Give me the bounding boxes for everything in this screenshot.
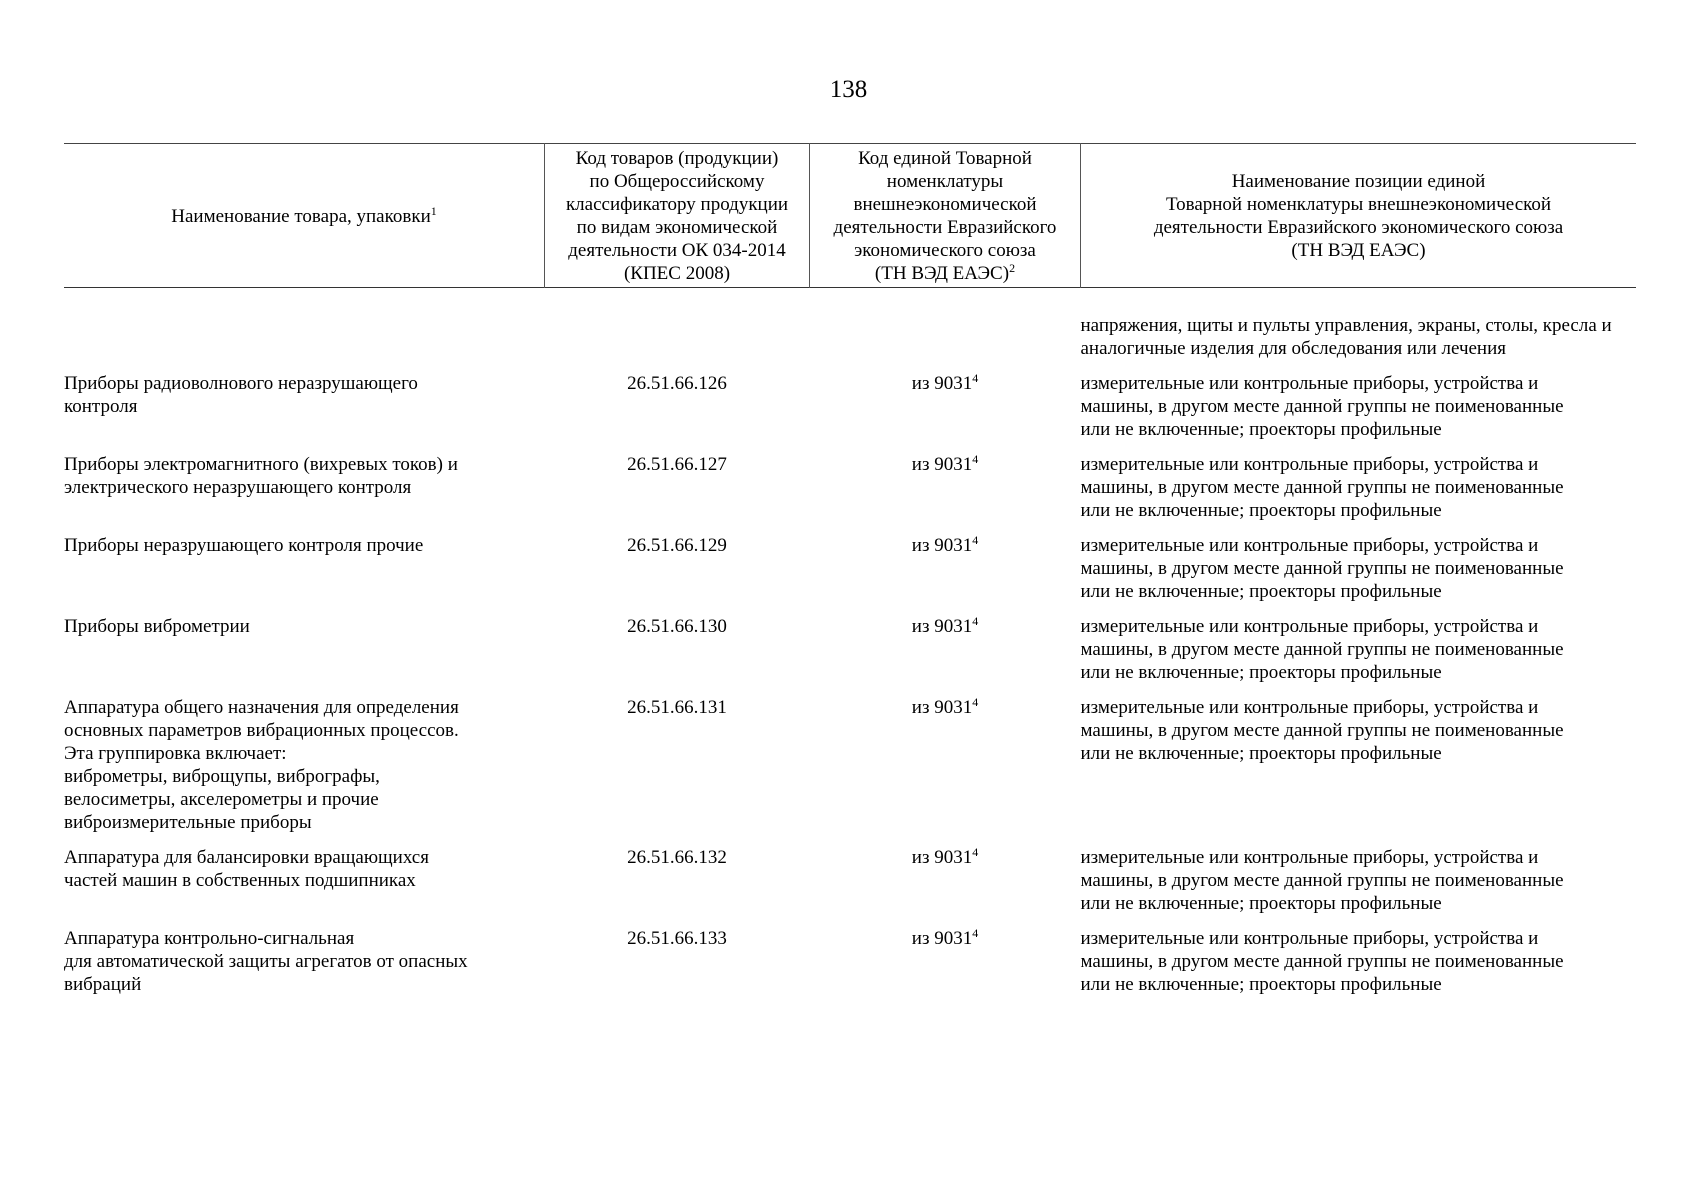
goods-table xyxy=(64,143,1636,996)
tnved-description-cell: напряжения, щиты и пульты управления, экраны, столы, кресла и аналогичные изделия для обследования или лечения xyxy=(1080,315,1612,359)
tnved-code-value: из 9031 xyxy=(911,535,973,556)
okpd-code-cell: 26.51.66.127 xyxy=(627,454,727,475)
tnved-code-cell xyxy=(810,834,1081,915)
footnote-marker: 2 xyxy=(1009,261,1016,275)
header-tnved-code-label: Код единой Товарной номенклатуры внешнеэкономической деятельности Евразийского экономического союза (ТН ВЭД ЕАЭС) xyxy=(833,148,1057,284)
table-row xyxy=(64,684,1636,834)
footnote-marker: 4 xyxy=(972,845,979,859)
tnved-description-cell: измерительные или контрольные приборы, устройства и машины, в другом месте данной группы не поименованные или не включенные; проекторы профильные xyxy=(1080,847,1564,914)
okpd-code-cell: 26.51.66.133 xyxy=(627,928,727,949)
tnved-description-cell: измерительные или контрольные приборы, устройства и машины, в другом месте данной группы не поименованные или не включенные; проекторы профильные xyxy=(1080,697,1564,764)
goods-name-cell: Приборы электромагнитного (вихревых токов) и электрического неразрушающего контроля xyxy=(64,454,458,498)
tnved-code-value: из 9031 xyxy=(911,928,973,949)
footnote-marker: 4 xyxy=(972,452,979,466)
table-row xyxy=(64,441,1636,522)
header-okpd-code: Код товаров (продукции) по Общероссийскому классификатору продукции по видам экономической деятельности ОК 034-2014 (КПЕС 2008) xyxy=(545,144,810,288)
footnote-marker: 4 xyxy=(972,371,979,385)
tnved-code-cell xyxy=(810,441,1081,522)
goods-name-cell xyxy=(64,288,545,361)
footnote-marker: 4 xyxy=(972,695,979,709)
header-goods-name-label: Наименование товара, упаковки xyxy=(171,205,431,227)
tnved-code-cell xyxy=(810,360,1081,441)
okpd-code-cell: 26.51.66.126 xyxy=(627,373,727,394)
tnved-code-cell xyxy=(810,603,1081,684)
header-goods-name xyxy=(64,144,545,288)
tnved-code-cell xyxy=(810,288,1081,361)
table-row xyxy=(64,603,1636,684)
tnved-code-value: из 9031 xyxy=(911,454,973,475)
table-body xyxy=(64,288,1636,997)
footnote-marker: 4 xyxy=(972,533,979,547)
tnved-code-cell xyxy=(810,915,1081,996)
table-row xyxy=(64,360,1636,441)
tnved-code-cell xyxy=(810,522,1081,603)
goods-name-cell: Аппаратура для балансировки вращающихся частей машин в собственных подшипниках xyxy=(64,847,429,891)
tnved-description-cell: измерительные или контрольные приборы, устройства и машины, в другом месте данной группы не поименованные или не включенные; проекторы профильные xyxy=(1080,535,1564,602)
tnved-code-value: из 9031 xyxy=(911,697,973,718)
table-header xyxy=(64,144,1636,288)
okpd-code-cell xyxy=(545,288,810,361)
footnote-marker: 1 xyxy=(430,203,437,218)
tnved-description-cell: измерительные или контрольные приборы, устройства и машины, в другом месте данной группы не поименованные или не включенные; проекторы профильные xyxy=(1080,454,1564,521)
okpd-code-cell: 26.51.66.130 xyxy=(627,616,727,637)
tnved-code-value: из 9031 xyxy=(911,373,973,394)
header-tnved-description: Наименование позиции единой Товарной номенклатуры внешнеэкономической деятельности Евразийского экономического союза (ТН ВЭД ЕАЭС) xyxy=(1081,144,1637,288)
table-row xyxy=(64,834,1636,915)
goods-name-cell: Приборы виброметрии xyxy=(64,616,250,637)
footnote-marker: 4 xyxy=(972,614,979,628)
footnote-marker: 4 xyxy=(972,926,979,940)
header-tnved-code xyxy=(810,144,1081,288)
okpd-code-cell: 26.51.66.131 xyxy=(627,697,727,718)
tnved-code-value: из 9031 xyxy=(911,847,973,868)
continuation-row xyxy=(64,288,1636,361)
table-row xyxy=(64,522,1636,603)
okpd-code-cell: 26.51.66.129 xyxy=(627,535,727,556)
tnved-code-value: из 9031 xyxy=(911,616,973,637)
okpd-code-cell: 26.51.66.132 xyxy=(627,847,727,868)
goods-name-cell: Аппаратура общего назначения для определения основных параметров вибрационных процессов. Эта группировка включает: виброметры, виброщупы, вибрографы, велосиметры, акселерометры и прочие виброизмерительные приборы xyxy=(64,697,459,833)
tnved-description-cell: измерительные или контрольные приборы, устройства и машины, в другом месте данной группы не поименованные или не включенные; проекторы профильные xyxy=(1080,928,1564,995)
page-number: 138 xyxy=(829,76,868,103)
goods-name-cell: Приборы неразрушающего контроля прочие xyxy=(64,535,424,556)
tnved-description-cell: измерительные или контрольные приборы, устройства и машины, в другом месте данной группы не поименованные или не включенные; проекторы профильные xyxy=(1080,616,1564,683)
goods-name-cell: Приборы радиоволнового неразрушающего контроля xyxy=(64,373,418,417)
tnved-description-cell: измерительные или контрольные приборы, устройства и машины, в другом месте данной группы не поименованные или не включенные; проекторы профильные xyxy=(1080,373,1564,440)
tnved-code-cell xyxy=(810,684,1081,834)
goods-name-cell: Аппаратура контрольно-сигнальная для автоматической защиты агрегатов от опасных вибраций xyxy=(64,928,468,995)
table-row xyxy=(64,915,1636,996)
